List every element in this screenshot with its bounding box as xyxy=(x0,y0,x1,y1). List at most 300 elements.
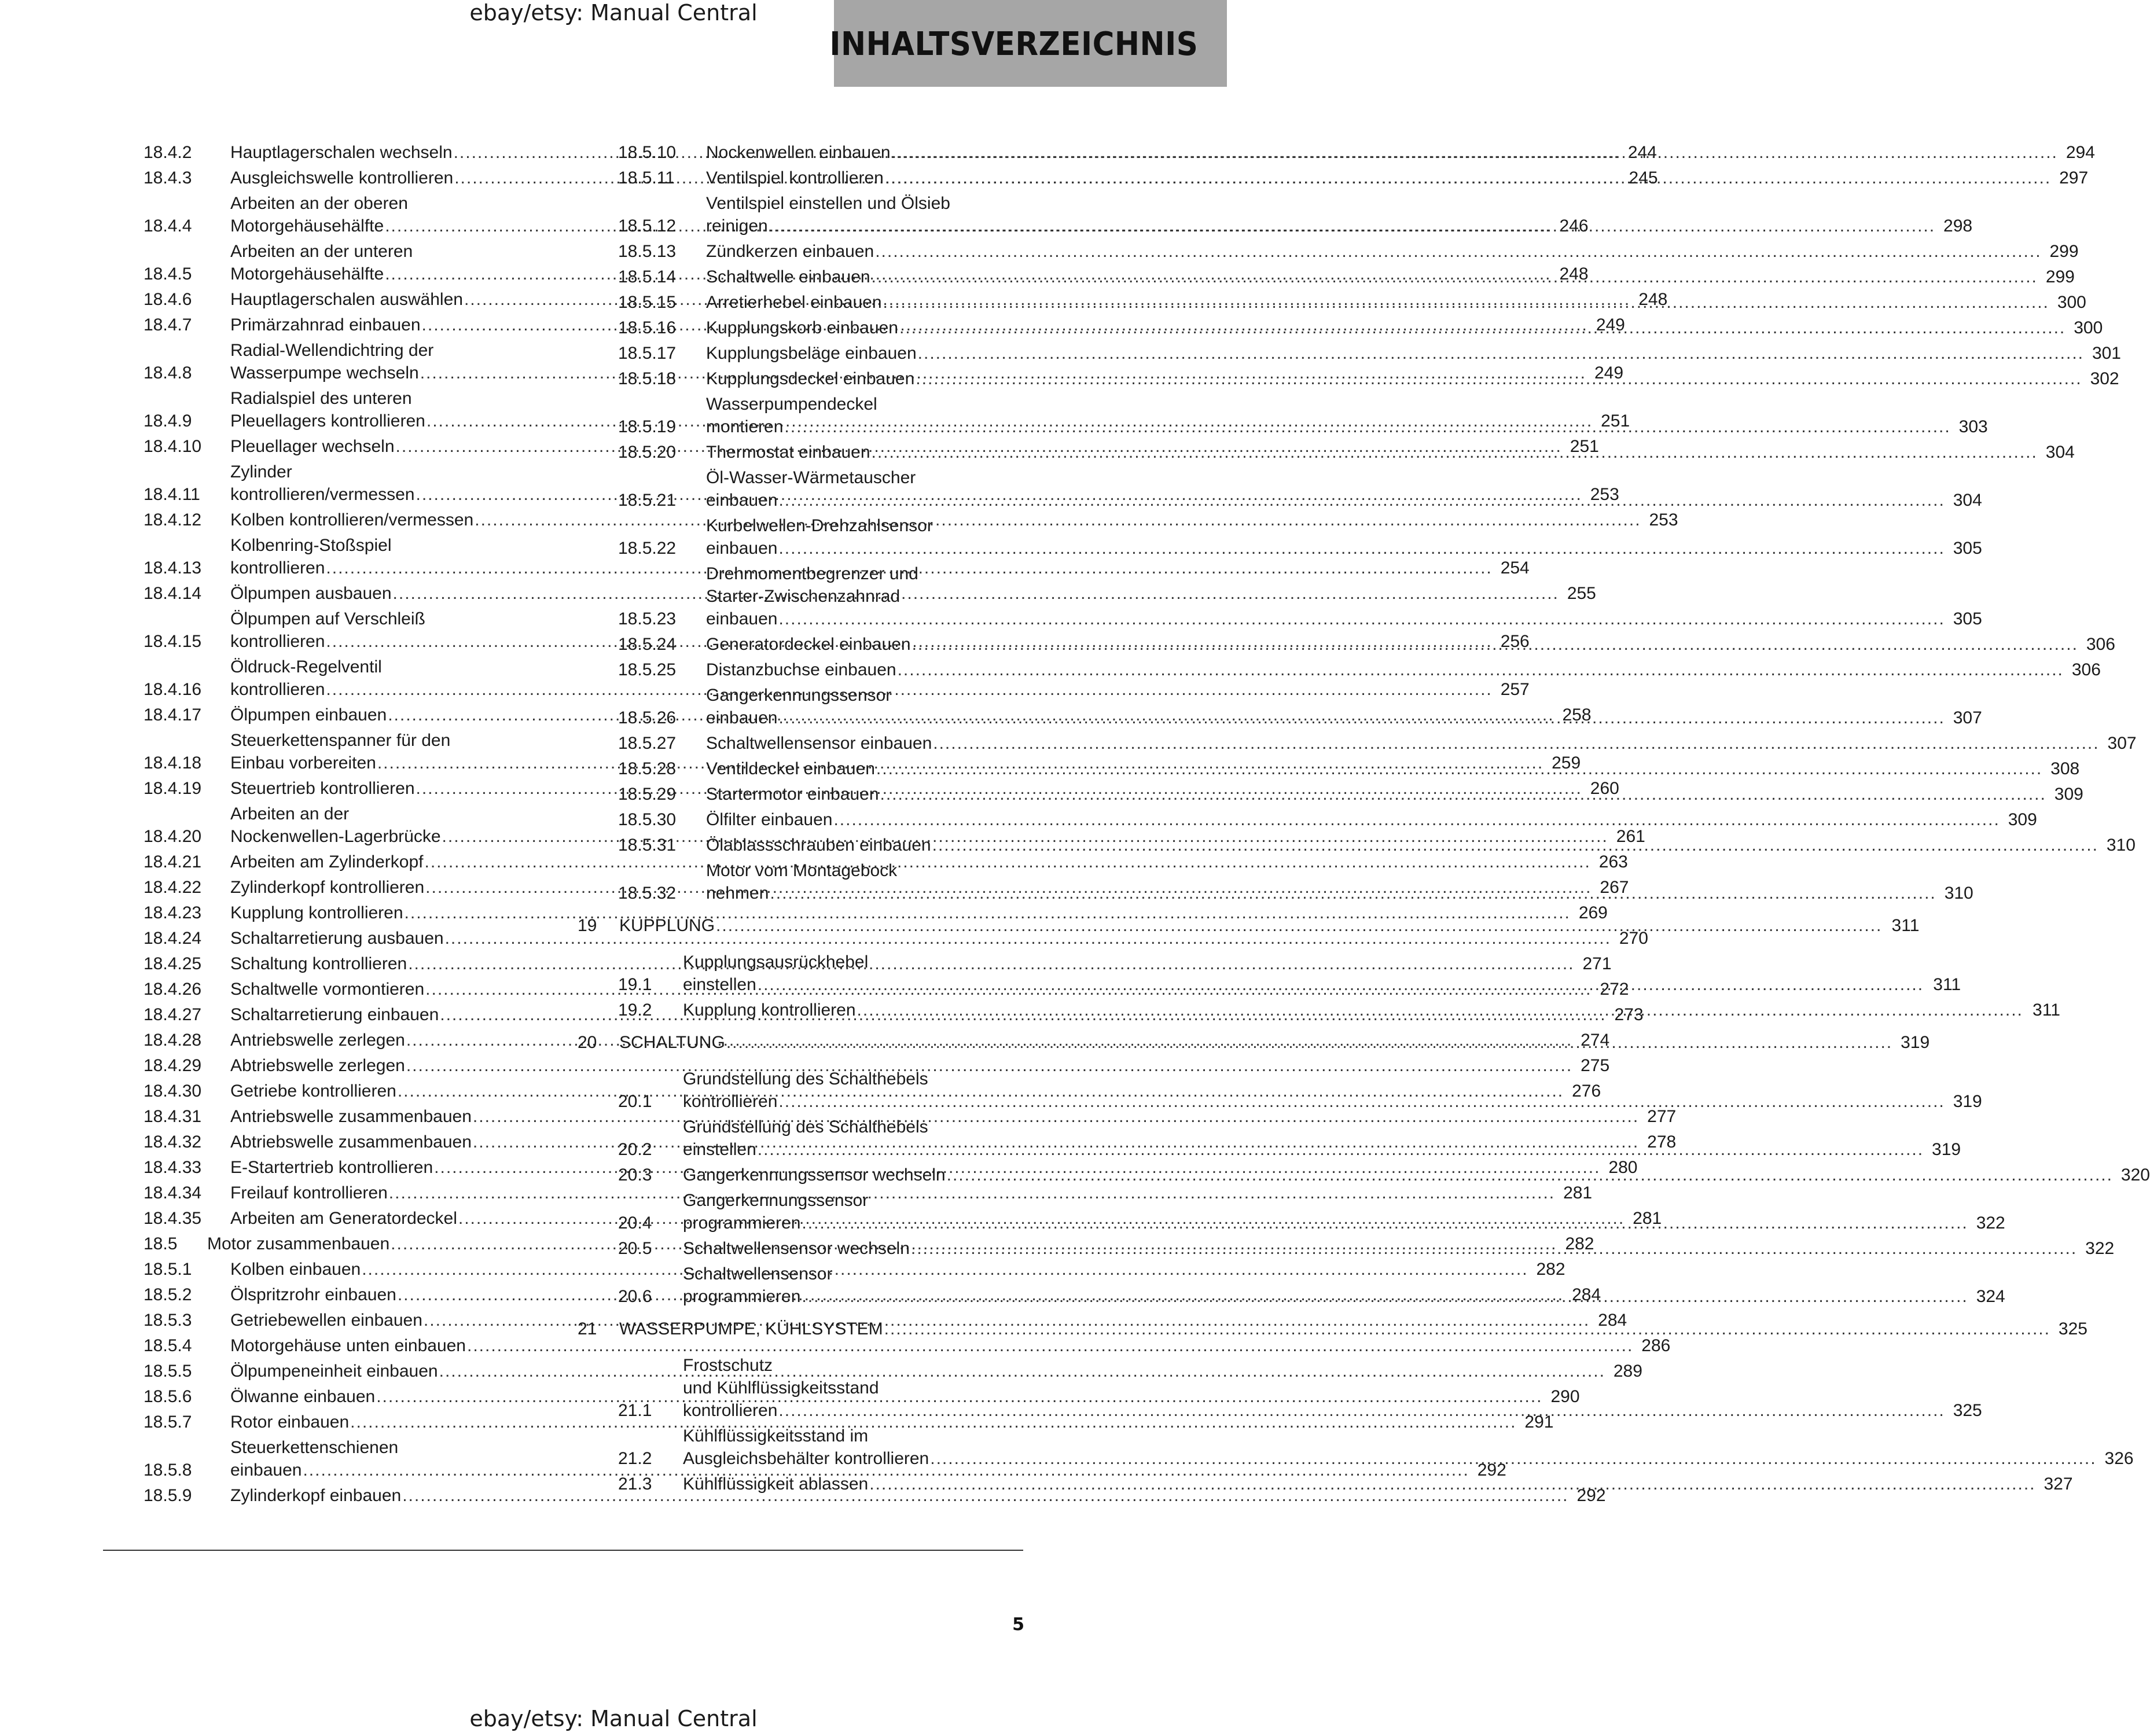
toc-entry-page: 253 xyxy=(1649,510,1678,529)
toc-entry-number: 18.5.30 xyxy=(618,810,677,829)
toc-entry-page: 275 xyxy=(1581,1056,1610,1075)
toc-entry-page: 305 xyxy=(1953,539,1982,558)
dot-leader xyxy=(912,633,2078,656)
toc-entry-page: 263 xyxy=(1598,852,1628,871)
toc-entry-number: 18.5.5 xyxy=(144,1362,192,1381)
toc-entry-number: 18.4.12 xyxy=(144,510,202,529)
toc-entry-title-line: Rotor einbauen xyxy=(230,1413,350,1432)
dot-leader xyxy=(802,1285,1968,1308)
toc-entry-page: 304 xyxy=(2045,443,2075,462)
dot-leader xyxy=(869,1473,2035,1495)
toc-entry-number: 18.4.20 xyxy=(144,827,202,846)
toc-entry-number: 18.4.24 xyxy=(144,929,202,948)
toc-entry-number: 20.1 xyxy=(618,1092,652,1111)
toc-entry-title-line: kontrollieren xyxy=(230,558,325,578)
toc-entry-title-line: Kupplung kontrollieren xyxy=(683,1001,856,1020)
toc-entry[interactable] xyxy=(144,1054,1610,1077)
toc-entry-title-line: Zylinderkopf kontrollieren xyxy=(230,878,425,897)
toc-entry-page: 260 xyxy=(1590,779,1619,798)
dot-leader xyxy=(918,342,2084,365)
dot-leader xyxy=(885,167,2051,189)
toc-entry-page: 310 xyxy=(2106,836,2136,855)
toc-entry-number: 18.4.31 xyxy=(144,1107,202,1126)
toc-entry-number: 18.5.16 xyxy=(618,318,677,337)
toc-entry[interactable] xyxy=(144,1334,1671,1357)
toc-entry-page: 289 xyxy=(1613,1362,1642,1381)
toc-entry-title-line: Steuertrieb kontrollieren xyxy=(230,779,415,798)
toc-entry-page: 311 xyxy=(2033,1001,2060,1020)
toc-entry-number: 18.4.22 xyxy=(144,878,202,897)
toc-entry-title-line: Steuerkettenschienen xyxy=(230,1438,399,1457)
toc-entry-page: 281 xyxy=(1563,1183,1593,1202)
toc-entry-page: 256 xyxy=(1500,632,1530,651)
toc-entry-number: 20.4 xyxy=(618,1213,652,1233)
toc-entry-page: 307 xyxy=(1953,708,1982,727)
toc-entry-title-line: Freilauf kontrollieren xyxy=(230,1183,388,1202)
toc-entry-page: 248 xyxy=(1559,264,1589,284)
toc-entry-title-line: und Kühlflüssigkeitsstand xyxy=(683,1378,879,1397)
toc-entry-page: 292 xyxy=(1477,1461,1506,1480)
toc-entry-title-line: SCHALTUNG xyxy=(619,1033,725,1052)
toc-entry-number: 21.1 xyxy=(618,1401,652,1420)
dot-leader xyxy=(778,1399,1945,1422)
toc-entry-number: 18.4.15 xyxy=(144,632,202,651)
toc-entry-page: 253 xyxy=(1590,485,1619,504)
toc-entry-number: 18.5.19 xyxy=(618,417,677,436)
toc-entry-title-line: Gangerkennungssensor xyxy=(706,686,892,705)
toc-entry-number: 18.4.34 xyxy=(144,1183,202,1202)
toc-entry-number: 18.4.17 xyxy=(144,705,202,724)
dot-leader xyxy=(778,608,1945,630)
toc-entry-number: 19.1 xyxy=(618,975,652,994)
dot-leader xyxy=(872,441,2038,464)
dot-leader xyxy=(784,415,1950,438)
toc-entry-page: 319 xyxy=(1953,1092,1982,1111)
toc-entry-title-line: Steuerkettenspanner für den xyxy=(230,731,451,750)
toc-entry-page: 299 xyxy=(2045,267,2075,286)
toc-entry[interactable] xyxy=(578,1473,2073,1495)
toc-entry-title-line: kontrollieren xyxy=(683,1401,778,1420)
toc-entry-number: 19 xyxy=(578,916,597,935)
dot-leader xyxy=(778,489,1945,512)
toc-entry-title-line: Schaltwelle vormontieren xyxy=(230,980,425,999)
toc-entry-number: 18.5.15 xyxy=(618,293,677,312)
toc-entry-number: 18.4.8 xyxy=(144,363,192,382)
dot-leader xyxy=(892,141,2058,164)
toc-entry-number: 18.5.2 xyxy=(144,1285,192,1304)
toc-entry-title-line: E-Startertrieb kontrollieren xyxy=(230,1158,433,1177)
toc-entry-title-line: kontrollieren xyxy=(230,632,325,651)
toc-entry-page: 251 xyxy=(1601,411,1630,431)
toc-entry-page: 291 xyxy=(1524,1413,1554,1432)
toc-entry-page: 274 xyxy=(1581,1031,1610,1050)
dot-leader xyxy=(916,367,2082,390)
toc-entry-title-line: Ölpumpen ausbauen xyxy=(230,584,392,603)
toc-entry-page: 278 xyxy=(1647,1132,1677,1152)
dot-leader xyxy=(883,291,2049,314)
toc-entry-page: 261 xyxy=(1616,827,1645,846)
dot-leader xyxy=(802,1212,1968,1234)
toc-entry-number: 18.4.5 xyxy=(144,264,192,284)
toc-entry-title-line: Kühlflüssigkeitsstand im xyxy=(683,1426,869,1446)
toc-entry-page: 281 xyxy=(1633,1209,1662,1228)
toc-entry-page: 303 xyxy=(1958,417,1988,436)
toc-entry-number: 18.4.4 xyxy=(144,216,192,236)
toc-entry-page: 306 xyxy=(2086,635,2115,654)
toc-entry-title-line: Ölfilter einbauen xyxy=(706,810,833,829)
dot-leader xyxy=(758,973,1924,996)
toc-entry-title-line: Schaltarretierung ausbauen xyxy=(230,929,444,948)
toc-entry-number: 18.4.32 xyxy=(144,1132,202,1152)
toc-entry-number: 18.5.9 xyxy=(144,1486,192,1505)
toc-entry-title-line: reinigen xyxy=(706,216,768,236)
toc-entry-number: 18.4.18 xyxy=(144,753,202,773)
toc-entry-page: 327 xyxy=(2044,1474,2073,1494)
toc-entry-number: 18.4.33 xyxy=(144,1158,202,1177)
toc-entry-title-line: Abtriebswelle zusammenbauen xyxy=(230,1132,472,1152)
toc-entry-number: 18.5.26 xyxy=(618,708,677,727)
toc-entry-title-line: Ölpumpeneinheit einbauen xyxy=(230,1362,438,1381)
dot-leader xyxy=(778,707,1945,729)
toc-entry-title-line: Motorgehäuse unten einbauen xyxy=(230,1336,466,1355)
toc-entry-title-line: Motor vom Montagebock xyxy=(706,861,898,880)
toc-entry-number: 18.4.6 xyxy=(144,290,192,309)
toc-entry-page: 284 xyxy=(1598,1311,1627,1330)
toc-entry-number: 20.6 xyxy=(618,1287,652,1306)
toc-entry-title-line: Kupplung kontrollieren xyxy=(230,903,403,922)
toc-entry-page: 311 xyxy=(1933,975,1961,994)
toc-entry-title-line: programmieren xyxy=(683,1287,801,1306)
toc-entry-title-line: Öl-Wasser-Wärmetauscher xyxy=(706,468,916,487)
toc-entry-page: 272 xyxy=(1600,980,1629,999)
toc-entry-number: 18.5.6 xyxy=(144,1387,192,1406)
toc-entry-title-line: Kühlflüssigkeit ablassen xyxy=(683,1474,869,1494)
toc-entry-title-line: Motorgehäusehälfte xyxy=(230,264,384,284)
toc-entry-number: 18.5.4 xyxy=(144,1336,192,1355)
toc-entry-page: 300 xyxy=(2074,318,2103,337)
toc-entry-number: 18.4.16 xyxy=(144,680,202,699)
toc-entry-title-line: einbauen xyxy=(706,609,778,628)
toc-entry-title-line: Wasserpumpendeckel xyxy=(706,395,877,414)
dot-leader xyxy=(880,783,2046,806)
toc-entry-page: 270 xyxy=(1619,929,1648,948)
toc-entry-number: 18.5.24 xyxy=(618,635,677,654)
toc-entry-number: 20.2 xyxy=(618,1140,652,1159)
toc-entry-title-line: Primärzahnrad einbauen xyxy=(230,315,421,334)
toc-entry-page: 254 xyxy=(1500,558,1530,578)
toc-entry-number: 18.5.29 xyxy=(618,785,677,804)
dot-leader xyxy=(778,1090,1945,1113)
toc-entry-title-line: Einbau vorbereiten xyxy=(230,753,376,773)
page-number: 5 xyxy=(1012,1614,1024,1635)
toc-entry-number: 18.5.1 xyxy=(144,1260,192,1279)
toc-entry-title-line: Hauptlagerschalen wechseln xyxy=(230,143,453,162)
toc-entry[interactable] xyxy=(578,342,2121,365)
toc-entry-title-line: einstellen xyxy=(683,975,756,994)
toc-entry-page: 271 xyxy=(1582,954,1612,973)
toc-entry-number: 18.4.14 xyxy=(144,584,202,603)
header-title: INHALTSVERZEICHNIS xyxy=(829,25,1198,63)
toc-entry-title-line: Schaltwelle einbauen xyxy=(706,267,870,286)
toc-entry-title-line: Arbeiten am Generatordeckel xyxy=(230,1209,457,1228)
dot-leader xyxy=(911,1237,2077,1260)
toc-entry-title-line: kontrollieren xyxy=(683,1092,778,1111)
toc-entry[interactable] xyxy=(578,914,1920,937)
toc-entry-page: 298 xyxy=(1943,216,1973,236)
toc-entry-number: 18.5.28 xyxy=(618,759,677,778)
toc-entry-title-line: Schaltwellensensor xyxy=(683,1264,833,1283)
toc-entry-page: 309 xyxy=(2054,785,2083,804)
toc-entry-number: 18.4.26 xyxy=(144,980,202,999)
toc-entry-title-line: Startermotor einbauen xyxy=(706,785,879,804)
toc-entry-title-line: Kupplungsausrückhebel xyxy=(683,952,869,972)
toc-entry-page: 320 xyxy=(2120,1165,2150,1185)
toc-entry-title-line: Schaltwellensensor wechseln xyxy=(683,1239,910,1258)
toc-entry-page: 308 xyxy=(2050,759,2080,778)
toc-entry-page: 299 xyxy=(2049,242,2079,261)
toc-entry-page: 280 xyxy=(1608,1158,1638,1177)
toc-entry-title-line: Ausgleichsbehälter kontrollieren xyxy=(683,1449,929,1468)
toc-entry-page: 311 xyxy=(1891,916,1920,935)
toc-entry-title-line: Getriebewellen einbauen xyxy=(230,1311,422,1330)
toc-entry-title-line: Motorgehäusehälfte xyxy=(230,216,384,236)
toc-entry-title-line: Hauptlagerschalen auswählen xyxy=(230,290,463,309)
toc-entry-page: 258 xyxy=(1562,705,1592,724)
toc-entry-page: 322 xyxy=(1976,1213,2005,1233)
toc-entry-number: 20 xyxy=(578,1033,597,1052)
toc-entry-page: 267 xyxy=(1600,878,1629,897)
toc-entry-number: 18.4.11 xyxy=(144,485,200,504)
toc-entry-title-line: Frostschutz xyxy=(683,1356,773,1375)
toc-entry-number: 20.3 xyxy=(618,1165,652,1185)
toc-entry-number: 18.4.3 xyxy=(144,168,192,187)
toc-entry-page: 284 xyxy=(1572,1285,1601,1304)
toc-entry-number: 21 xyxy=(578,1319,597,1338)
toc-entry-title-line: Ölwanne einbauen xyxy=(230,1387,376,1406)
dot-leader xyxy=(769,215,1935,237)
toc-entry-number: 18.5.27 xyxy=(618,734,677,753)
toc-entry-page: 273 xyxy=(1614,1005,1644,1024)
toc-entry-title-line: einbauen xyxy=(706,708,778,727)
toc-entry[interactable] xyxy=(578,808,2037,831)
toc-entry-number: 18.4.28 xyxy=(144,1031,202,1050)
toc-entry-number: 18.4.13 xyxy=(144,558,202,578)
toc-entry-title-line: Schaltung kontrollieren xyxy=(230,954,407,973)
toc-entry-title-line: Kolben kontrollieren/vermessen xyxy=(230,510,474,529)
toc-entry[interactable] xyxy=(578,732,2137,755)
toc-entry-title-line: Ausgleichswelle kontrollieren xyxy=(230,168,454,187)
toc-entry-title-line: Wasserpumpe wechseln xyxy=(230,363,419,382)
toc-entry-number: 18.5.8 xyxy=(144,1461,192,1480)
toc-entry-number: 18.4.21 xyxy=(144,852,202,871)
footer-rule xyxy=(103,1550,1023,1551)
toc-entry[interactable] xyxy=(144,927,1648,950)
toc-entry-number: 18.5.22 xyxy=(618,539,677,558)
toc-entry-title-line: KUPPLUNG xyxy=(619,916,715,935)
toc-entry-number: 18.5.7 xyxy=(144,1413,192,1432)
toc-entry-title-line: Schaltwellensensor einbauen xyxy=(706,734,932,753)
toc-entry-number: 19.2 xyxy=(618,1001,652,1020)
toc-entry-page: 277 xyxy=(1647,1107,1677,1126)
toc-entry-number: 21.2 xyxy=(618,1449,652,1468)
toc-entry-page: 322 xyxy=(2085,1239,2115,1258)
toc-entry-title-line: Motor zusammenbauen xyxy=(207,1234,390,1253)
toc-entry-title-line: Arbeiten an der unteren xyxy=(230,242,413,261)
dot-leader xyxy=(930,1447,2096,1470)
toc-entry-title-line: kontrollieren xyxy=(230,680,325,699)
toc-entry-number: 18.5 xyxy=(144,1234,178,1253)
toc-entry-page: 324 xyxy=(1976,1287,2005,1306)
toc-entry-title-line: Antriebswelle zusammenbauen xyxy=(230,1107,472,1126)
toc-entry-page: 290 xyxy=(1550,1387,1580,1406)
toc-entry[interactable] xyxy=(144,902,1608,924)
toc-entry-page: 302 xyxy=(2090,369,2119,388)
toc-entry-number: 18.4.19 xyxy=(144,779,202,798)
toc-entry-title-line: Kupplungskorb einbauen xyxy=(706,318,898,337)
toc-entry-title-line: Ölablassschrauben einbauen xyxy=(706,836,931,855)
toc-entry-number: 18.4.27 xyxy=(144,1005,202,1024)
dot-leader xyxy=(884,1318,2050,1340)
toc-entry[interactable] xyxy=(144,1411,1554,1433)
toc-entry-title-line: WASSERPUMPE, KÜHLSYSTEM xyxy=(619,1319,883,1338)
toc-entry-number: 18.5.11 xyxy=(618,168,675,187)
toc-entry-title-line: Ölpumpen einbauen xyxy=(230,705,387,724)
toc-entry-number: 18.5.23 xyxy=(618,609,677,628)
toc-entry-page: 251 xyxy=(1570,437,1599,456)
toc-entry-page: 282 xyxy=(1565,1234,1594,1253)
toc-entry-page: 249 xyxy=(1594,363,1624,382)
dot-leader xyxy=(898,659,2064,681)
watermark-bottom: ebay/etsy: Manual Central xyxy=(469,1706,758,1731)
dot-leader xyxy=(932,834,2098,856)
toc-entry-number: 20.5 xyxy=(618,1239,652,1258)
toc-entry-page: 282 xyxy=(1536,1260,1565,1279)
toc-entry-number: 18.5.10 xyxy=(618,143,677,162)
toc-entry-title-line: Ventilspiel einstellen und Ölsieb xyxy=(706,194,950,213)
toc-entry-title-line: Pleuellager wechseln xyxy=(230,437,395,456)
toc-entry-number: 18.4.35 xyxy=(144,1209,202,1228)
toc-entry-title-line: Schaltarretierung einbauen xyxy=(230,1005,439,1024)
toc-entry-title-line: Pleuellagers kontrollieren xyxy=(230,411,425,431)
toc-entry-title-line: Zylinder xyxy=(230,462,292,481)
toc-entry-page: 292 xyxy=(1576,1486,1606,1505)
toc-entry-title-line: Starter-Zwischenzahnrad xyxy=(706,587,901,606)
toc-entry-title-line: einbauen xyxy=(230,1461,302,1480)
toc-entry-page: 306 xyxy=(2071,660,2101,679)
toc-entry-number: 18.5.31 xyxy=(618,836,677,855)
dot-leader xyxy=(758,1138,1924,1161)
header-box xyxy=(829,0,1227,87)
toc-entry[interactable] xyxy=(578,659,2101,681)
toc-entry-title-line: Kolbenring-Stoßspiel xyxy=(230,536,392,555)
toc-entry-page: 325 xyxy=(2058,1319,2087,1338)
toc-entry-title-line: Grundstellung des Schalthebels xyxy=(683,1117,928,1137)
dot-leader xyxy=(726,1031,1892,1054)
toc-entry-page: 294 xyxy=(2066,143,2095,162)
dot-leader xyxy=(833,808,2000,831)
toc-entry-page: 309 xyxy=(2008,810,2037,829)
toc-entry-number: 18.5.21 xyxy=(618,491,677,510)
toc-entry-title-line: montieren xyxy=(706,417,784,436)
dot-leader xyxy=(872,266,2038,288)
toc-entry-number: 18.5.14 xyxy=(618,267,677,286)
toc-entry-page: 248 xyxy=(1638,290,1668,309)
toc-entry-page: 255 xyxy=(1567,584,1596,603)
toc-entry-page: 259 xyxy=(1552,753,1581,773)
toc-entry-title-line: einbauen xyxy=(706,491,778,510)
toc-entry-title-line: nehmen xyxy=(706,884,769,903)
toc-entry-title-line: Radial-Wellendichtring der xyxy=(230,341,434,360)
dot-leader xyxy=(770,882,1936,904)
toc-entry-page: 319 xyxy=(1932,1140,1961,1159)
toc-entry-title-line: Nockenwellen-Lagerbrücke xyxy=(230,827,441,846)
dot-leader xyxy=(716,914,1882,937)
toc-entry-number: 18.4.29 xyxy=(144,1056,202,1075)
toc-entry[interactable] xyxy=(578,240,2079,263)
dot-leader xyxy=(875,240,2041,263)
toc-entry-page: 301 xyxy=(2092,344,2121,363)
toc-entry-number: 18.5.13 xyxy=(618,242,677,261)
toc-entry-title-line: Ölpumpen auf Verschleiß xyxy=(230,609,425,628)
toc-entry-title-line: Arbeiten am Zylinderkopf xyxy=(230,852,424,871)
toc-entry-title-line: Ventildeckel einbauen xyxy=(706,759,875,778)
toc-entry-title-line: Arretierhebel einbauen xyxy=(706,293,882,312)
toc-entry-page: 310 xyxy=(1944,884,1973,903)
toc-entry-number: 18.5.18 xyxy=(618,369,677,388)
toc-entry-title-line: Zündkerzen einbauen xyxy=(706,242,874,261)
toc-entry-page: 300 xyxy=(2057,293,2086,312)
toc-entry-title-line: Nockenwellen einbauen xyxy=(706,143,891,162)
toc-entry-title-line: Arbeiten an der oberen xyxy=(230,194,408,213)
toc-entry-page: 326 xyxy=(2104,1449,2134,1468)
toc-entry-page: 297 xyxy=(2059,168,2089,187)
toc-entry-title-line: Antriebswelle zerlegen xyxy=(230,1031,405,1050)
toc-entry-page: 276 xyxy=(1572,1082,1601,1101)
toc-entry-page: 325 xyxy=(1953,1401,1982,1420)
toc-entry-title-line: Abtriebswelle zerlegen xyxy=(230,1056,405,1075)
toc-entry[interactable] xyxy=(578,1425,2134,1470)
toc-entry-page: 304 xyxy=(1953,491,1982,510)
toc-entry-number: 18.5.20 xyxy=(618,443,677,462)
toc-entry-title-line: Thermostat einbauen xyxy=(706,443,870,462)
toc-entry-page: 286 xyxy=(1641,1336,1671,1355)
toc-entry-number: 18.4.30 xyxy=(144,1082,202,1101)
toc-entry-page: 245 xyxy=(1629,168,1658,187)
toc-entry-title-line: Zylinderkopf einbauen xyxy=(230,1486,402,1505)
toc-entry-number: 18.4.23 xyxy=(144,903,202,922)
toc-entry-number: 18.5.3 xyxy=(144,1311,192,1330)
toc-entry-page: 269 xyxy=(1578,903,1608,922)
toc-entry-page: 249 xyxy=(1596,315,1625,334)
toc-entry-title-line: Ventilspiel kontrollieren xyxy=(706,168,884,187)
toc-entry-title-line: Generatordeckel einbauen xyxy=(706,635,911,654)
toc-entry-page: 307 xyxy=(2107,734,2137,753)
toc-entry-number: 18.5.25 xyxy=(618,660,677,679)
toc-entry-title-line: einbauen xyxy=(706,539,778,558)
toc-entry-page: 246 xyxy=(1559,216,1589,236)
toc-entry-title-line: Gangerkennungssensor xyxy=(683,1191,869,1210)
dot-leader xyxy=(876,757,2042,780)
dot-leader xyxy=(933,732,2099,755)
toc-entry-title-line: Kolben einbauen xyxy=(230,1260,361,1279)
dot-leader xyxy=(899,317,2066,339)
toc-entry-title-line: Kupplungsbeläge einbauen xyxy=(706,344,917,363)
dot-leader xyxy=(947,1164,2113,1186)
dot-leader xyxy=(857,999,2023,1021)
toc-entry-number: 18.5.32 xyxy=(618,884,677,903)
toc-entry-title-line: Radialspiel des unteren xyxy=(230,389,412,408)
dot-leader xyxy=(778,537,1945,560)
